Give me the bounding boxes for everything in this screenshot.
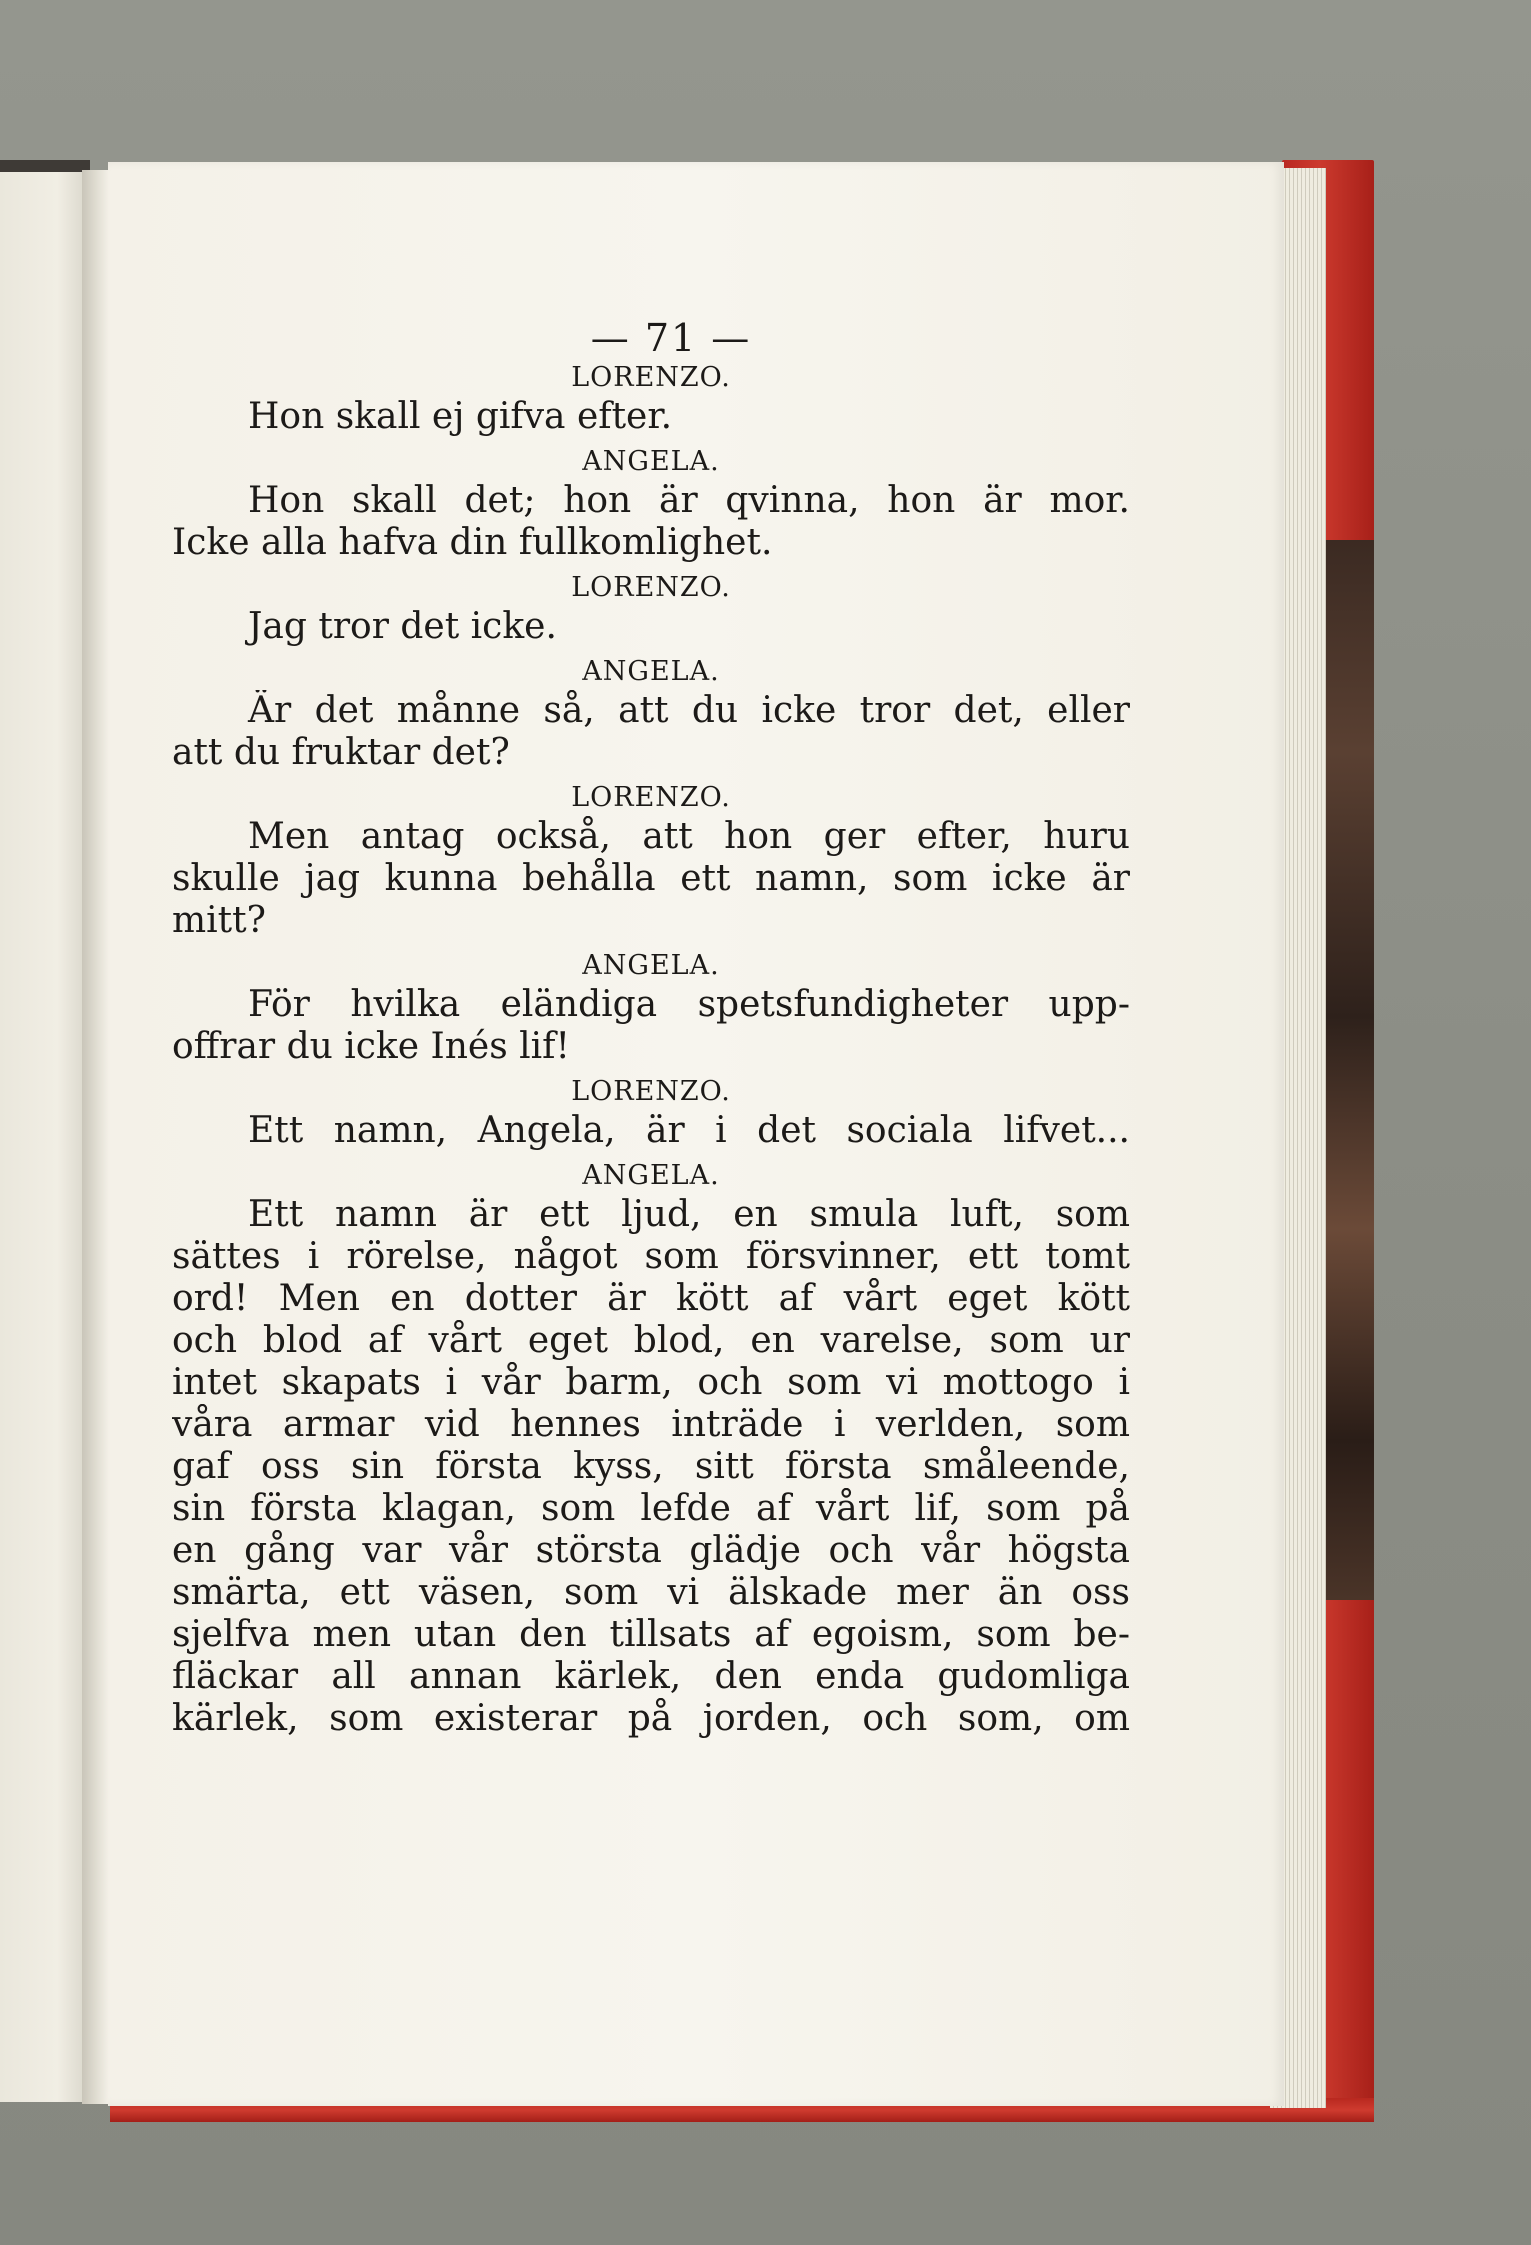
- dialogue-line: Jag tror det icke.: [248, 606, 557, 647]
- marbled-board: [1322, 540, 1374, 1600]
- dialogue-line: Icke alla hafva din fullkomlighet.: [172, 522, 773, 563]
- speaker-heading: LORENZO.: [571, 782, 731, 813]
- dialogue-line: våra armar vid hennes inträde i verlden, som: [172, 1404, 1130, 1445]
- book-gutter: [82, 170, 108, 2104]
- dialogue-line: sin första klagan, som lefde af vårt lif, som på: [172, 1488, 1130, 1529]
- dialogue-line: sjelfva men utan den tillsats af egoism, som be-: [172, 1614, 1130, 1655]
- dialogue-line: intet skapats i vår barm, och som vi mottogo i: [172, 1362, 1130, 1403]
- dialogue-line: en gång var vår största glädje och vår högsta: [172, 1530, 1130, 1571]
- dialogue-line: För hvilka eländiga spetsfundigheter upp-: [248, 984, 1130, 1025]
- dialogue-line: Ett namn är ett ljud, en smula luft, som: [248, 1194, 1130, 1235]
- page-text: [172, 316, 1130, 1740]
- dialogue-line: Är det månne så, att du icke tror det, eller: [248, 690, 1130, 731]
- speaker-heading: ANGELA.: [582, 446, 720, 477]
- dialogue-line: och blod af vårt eget blod, en varelse, som ur: [172, 1320, 1130, 1361]
- speaker-heading: ANGELA.: [582, 1160, 720, 1191]
- dialogue-line: Men antag också, att hon ger efter, huru: [248, 816, 1130, 857]
- dialogue-line: Hon skall det; hon är qvinna, hon är mor.: [248, 480, 1130, 521]
- dialogue-line: ord! Men en dotter är kött af vårt eget kött: [172, 1278, 1130, 1319]
- dialogue-line: mitt?: [172, 900, 266, 941]
- page-number: — 71 —: [590, 316, 752, 360]
- dialogue-line: Ett namn, Angela, är i det sociala lifvet...: [248, 1110, 1130, 1151]
- speaker-heading: LORENZO.: [571, 362, 731, 393]
- dialogue-line: Hon skall ej gifva efter.: [248, 396, 673, 437]
- dialogue-line: att du fruktar det?: [172, 732, 510, 773]
- speaker-heading: LORENZO.: [571, 572, 731, 603]
- speaker-heading: ANGELA.: [582, 656, 720, 687]
- left-page: [0, 172, 82, 2102]
- dialogue-line: gaf oss sin första kyss, sitt första småleende,: [172, 1446, 1130, 1487]
- dialogue-line: smärta, ett väsen, som vi älskade mer än oss: [172, 1572, 1130, 1613]
- speaker-heading: LORENZO.: [571, 1076, 731, 1107]
- dialogue-line: sättes i rörelse, något som försvinner, ett tomt: [172, 1236, 1130, 1277]
- dialogue-line: kärlek, som existerar på jorden, och som, om: [172, 1698, 1130, 1739]
- dialogue-line: offrar du icke Inés lif!: [172, 1026, 570, 1067]
- speaker-heading: ANGELA.: [582, 950, 720, 981]
- dialogue-line: skulle jag kunna behålla ett namn, som icke är: [172, 858, 1130, 899]
- dialogue-line: fläckar all annan kärlek, den enda gudomliga: [172, 1656, 1130, 1697]
